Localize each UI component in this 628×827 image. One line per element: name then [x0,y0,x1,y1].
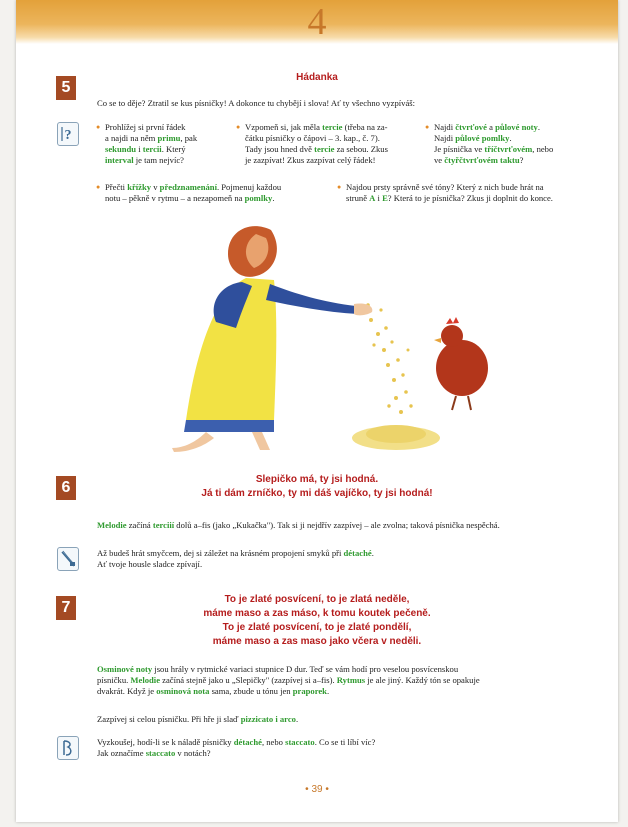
section-7-song-line-2: máme maso a zas máso, k tomu koutek pečeně. [203,608,431,619]
section-7-paragraph-1: Osminové noty jsou hrály v rytmické variaci stupnice D dur. Teď se vám hodí pro veselou posvícenskou písničku. Melodie začíná stejně jako u „Slepičky" (zazpívej si a–fis). Rytmus je ale jiný. Každý tón se opakuje dvakrát. Když je osminová nota sama, zbude u tónu jen praporek. [97,664,480,696]
bow-icon [57,547,79,571]
section-5-intro: Co se to děje? Ztratil se kus písničky! A dokonce tu chybějí i slova! Ať ty všechno vyzpíváš: [97,98,416,108]
page-number: • 39 • [305,784,329,795]
chapter-banner [16,0,618,44]
task-column-2: ● Vzpomeň si, jak měla tercie (třeba na za- čátku písničky o čápovi – 3. kap., č. 7). Tady jsou hned dvě tercie za sebou. Zkus je zazpívat! Zkus zazpívat celý řádek! [245,122,388,166]
section-7-number: 7 [56,596,76,620]
section-7-song-line-3: To je zlaté posvícení, to je zlaté pondělí, [222,622,412,633]
section-5-title: Hádanka [296,72,338,83]
section-6-paragraph-1: Melodie začíná terciií dolů a–fis (jako „Kukačka"). Tak si ji nejdřív zazpívej – ale zvolna; taková písnička nespěchá. [97,520,500,530]
section-7-song-line-4: máme maso a zas maso jako včera v neděli. [212,636,422,647]
section-6-song-line-2: Já ti dám zrníčko, ty mi dáš vajíčko, ty jsi hodná! [201,488,433,499]
girl-feeding-hen-illustration [156,210,496,462]
task-column-5: ● Najdou prsty správně své tóny? Který z nich bude hrát na struně A i E? Která to je písnička? Zkus ji doplnit do konce. [346,182,553,204]
section-7-song-line-1: To je zlaté posvícení, to je zlatá neděle, [224,594,410,605]
section-6-number: 6 [56,476,76,500]
task-column-1: ● Prohlížej si první řádek a najdi na něm primu, pak sekundu i tercii. Který interval je tam nejvíc? [105,122,197,166]
violin-scroll-icon [57,736,79,760]
section-7-paragraph-2: Zazpívej si celou písničku. Při hře ji slaď pizzicato i arco. [97,714,299,724]
section-7-paragraph-3: Vyzkoušej, hodí-li se k náladě písničky détaché, nebo staccato. Co se ti líbí víc? Jak označíme staccato v notách? [97,737,376,758]
section-6-paragraph-2: Až budeš hrát smyčcem, dej si záležet na krásném propojení smyků při détaché. Ať tvoje housle sladce zpívají. [97,548,374,569]
svg-text:?: ? [64,128,72,143]
section-5-number: 5 [56,76,76,100]
task-column-3: ● Najdi čtvrťové a půlové noty. Najdi půlové pomlky. Je písnička ve tříčtvrťovém, nebo ve čtyřčtvrťovém taktu? [434,122,553,166]
chapter-number: 4 [307,1,327,43]
question-icon [57,122,79,146]
task-column-4: ● Přečti křížky v předznamenání. Pojmenuj každou notu – pěkně v rytmu – a nezapomeň na pomlky. [105,182,281,204]
textbook-page [16,0,618,822]
section-6-song-line-1: Slepičko má, ty jsi hodná. [255,474,379,485]
